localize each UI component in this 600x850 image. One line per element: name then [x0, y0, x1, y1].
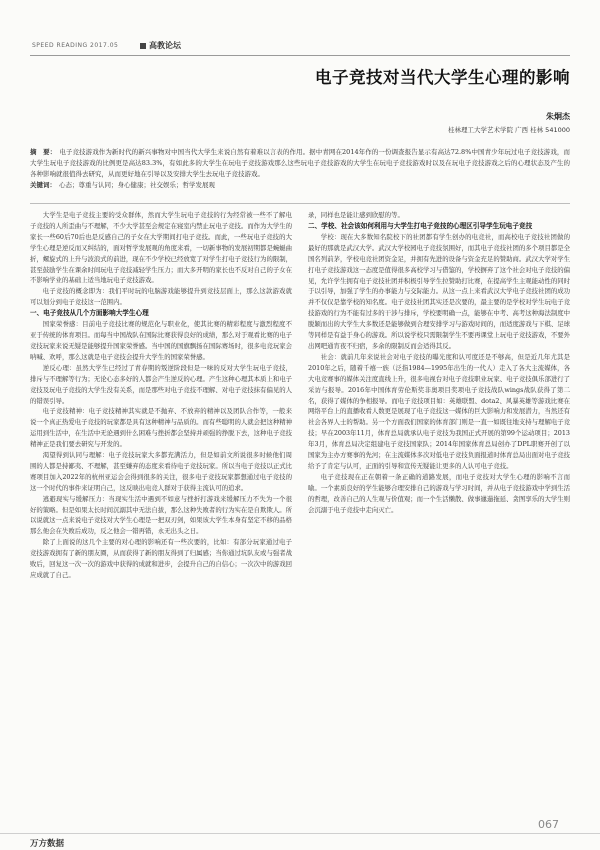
paragraph: 逆反心理：虽然大学生已经过了青春期的叛逆阶段但是一味的反对大学生玩电子竞技，排斥与不理解等行为；无论心态多好的人都会产生逆反的心理。产生这种心理其本质上和电子竞技及玩电子竞技的大学生没有关系，而是那些对电子竞技不理解、对电子竞技抹有偏见的人的错误引导。 [30, 363, 292, 405]
paragraph: 电子竞技现在正在朝着一条正确的道路发展，而电子竞技对大学生心理的影响不言而喻。一个素质良好的学生能够合理安排自己的游戏与学习时间，并从电子竞技游戏中学到生活的哲理，改善自己的人生观与价值观；而一个生活懒散、做事邋遢拖延、贪图享乐的大学生则会沉溺于电子竞技中走向灭亡。 [308, 472, 570, 514]
keywords-label: 关键词： [30, 181, 56, 190]
paragraph: 大学生是电子竞技主要的受众群体，然而大学生玩电子竞技的行为经常被一些不了解电子竞技的人所歪曲与不理解，不少大学甚至会规定在寝室内禁止玩电子竞技。而作为大学生的家长一些60后70后也是反感自己的子女在大学期间打电子竞技。而此，一些玩电子竞技的大学生心理是逆反而又纠结的，面对哲学发展观的角度来看，一切新事物的发展初期都是蜿蜒曲折，螺旋式的上升与波浪式的前进，现在不少学校已经放宽了对学生打电子竞技行为的限制，甚至鼓励学生在课余时间玩电子竞技减轻学生压力；而大多开明的家长也不反对自己的子女在不影响学业的基础上适当地玩电子竞技游戏。 [30, 211, 292, 285]
paragraph: 录，同样也是能让感到欣慰的等。 [308, 211, 404, 219]
column-label: 高教论坛 [149, 41, 181, 50]
abstract-text: 电子竞技游戏作为新时代的新兴事物对中国当代大学生来说自然有着难以言表的作用。据中青网在2014年作的一份调查报告显示有高达72.8%中国青少年玩过电子竞技游戏，而大学生玩电子竞技游戏的比例更是高达83.3%，有如此多的大学生在玩电子竞技游戏那么这些玩电子竞技游戏的大学生在玩电子竞技游戏时以及在玩电子竞技游戏之后的心理状态及产生的各种影响就很值得去研究，从而更好地在引导以及安排大学生去玩电子竞技游戏。 [30, 148, 570, 178]
column-name [140, 40, 181, 51]
body-column-left [30, 210, 292, 800]
page-number: 067 [538, 818, 559, 831]
paragraph: 渴望得到认同与理解：电子竞技玩家大多都充满活力，但是如前文所说很多时候他们周围的人都是持鄙夷、不理解，甚至嫌弃的态度来看待电子竞技玩家。所以当电子竞技以正式比赛项目加入2022年的杭州亚运会会得到很多的关注，很多电子竞技玩家都想通过电子竞技的这一个时代的事件来证明自己，这反映出电竞人群对于获得主流认可的追求。 [30, 451, 292, 492]
section-heading: 二、学校、社会该如何利用与大学生打电子竞技的心理区引导学生玩电子竞技 [308, 221, 533, 230]
footer-rule [0, 833, 600, 834]
author-name: 朱炯杰 [546, 112, 570, 121]
abstract-rule [30, 203, 570, 204]
running-header [30, 42, 570, 56]
paragraph: 电子竞技的概念即为：我们平时玩的电脑游戏能够提升到竞技层面上，那么这款游戏就可以划分到电子竞技这一范围内。 [30, 287, 292, 307]
paragraph: 国家荣誉感：目前电子竞技比赛的规范化与职业化，使其比赛的精彩程度与激烈程度不亚于传统的体育项目。而每当中国战队在国际比赛获得良好的成绩，那么对于观看比赛的电子竞技玩家来说无疑是能够提升国家荣誉感。当中国的国旗飘扬在国际赛场时，很多电竞玩家会呐喊、欢呼，那么这就是电子竞技会提升大学生的国家荣誉感。 [30, 320, 292, 361]
abstract-label: 摘 要： [30, 148, 57, 156]
journal-name: SPEED READING 2017.05 [32, 42, 119, 49]
body-column-right [308, 210, 570, 800]
header-rule [30, 55, 570, 56]
paragraph: 逃避现实与缓解压力：当现实生活中遇到不如意与挫折打游戏来缓解压力不失为一个很好的策略。但是如果太长时间沉溺其中无法自拔，那么这种失败者的行为实在是自欺欺人。所以说就这一点来说电子竞技对大学生心理是一把双刃剑，如果该大学生本身有坚定不移的品格那么他会在失败后成功，反之他会一错再错，永无出头之日。 [30, 494, 292, 536]
keywords [30, 180, 570, 191]
square-icon [140, 43, 146, 49]
paragraph: 电子竞技精神：电子竞技精神其实就是不抛弃、不放弃的精神以及团队合作等，一般来说一个真正热爱电子竞技的玩家都是具有这种精神与品质的。而有些聪明的人就会把这种精神运用到生活中，在生活中无论遇到什么困难与挫折都会坚持并顽强的挣脱下去，这种电子竞技精神正是我们要去研究与开发的。 [30, 407, 292, 449]
paragraph: 除了上面说的这几个主要的对心理的影响还有一些次要的，比如：有部分玩家通过电子竞技游戏拥有了新的朋友圈，从而获得了新的朋友得到了归属感；当你通过坑队友或与强者战败后，回复这一次一次的游戏中获得的成就和进步，会提升自己的自信心；一次次中的游戏回应成就了自己。 [30, 538, 292, 579]
paragraph: 社会：就前几年来说社会对电子竞技的曝光度和认可度还是不够高，但是近几年尤其是2010年之后，随着千禧一族（泛指1984—1995年出生的一代人）走入了各大主流媒体，各大电竞赛事的媒体关注度直线上升，很多电视台对电子竞技职业玩家、电子竞技俱乐部进行了采访与报导。2016年中国体育劳伦斯奖非奥项目奖项电子竞技战队wings战队获得了第二名，获得了媒体的争相报导。而电子竞技项目如：英雄联盟、dota2、风暴英雄等游戏比赛在网络平台上的直播收看人数更是展现了电子竞技这一媒体的巨大影响力和发展潜力，当然还有社会各界人士的帮助。另一个方面我们国家的体育部门则是一直一如既往地支持与理解电子竞技；早在2003年11月，体育总局就承认电子竞技为我国正式开展的第99个运动项目；2013年3月，体育总局决定组建电子竞技国家队；2014年国家体育总局创办了DPL职赛开创了以国家为主办方赛事的先河；在主流媒体多次对低电子竞技负面报道时体育总局出面对电子竞技给予了肯定与认可，正面的引导和宣传无疑能让更多的人认可电子竞技。 [308, 352, 570, 470]
article-title: 电子竞技对当代大学生心理的影响 [315, 68, 570, 87]
abstract-body [30, 147, 570, 179]
paragraph: 学校：现在大多数知名院校下的社团都有学生创办的电竞社，而高校电子竞技社团做的最好的那就是武汉大学。武汉大学校园电子竞技氛围好，而其电子竞技社团的多个项目都是全国名列前茅，学校电竞社团资金足，并拥有先进的设备与资金充足的赞助商。武汉大学对学生打电子竞技游戏这一态度是值得很多高校学习与借鉴的，学校摒弃了这个社会对电子竞技的偏见，允许学生拥有电子竞技社团并积极引导学生拉赞助打比赛，在提高学生主观能动性的同时于以引导，加强了学生的办事能力与交际能力。从这一点上来看武汉大学电子竞技社团的成功并不仅仅是靠学校的知名度。电子竞技社团其实还是次要的，最主要的是学校对学生玩电子竞技游戏的行为不能有过多的干涉与排斥，学校要明确一点，能够在中考、高考这种海法制度中脱颖而出的大学生大多数还是能够做到合理安排学习与游戏时间的，而适度游戏与下棋、足球等同样是有益于身心的游戏。所以说学校只需限制学生不要再课堂上玩电子竞技游戏，不要外出网吧通宵夜不归宿，多余的限制反而会适得其反。 [308, 232, 570, 350]
keywords-text: 心态；尊重与认同；身心健康；社交娱乐；哲学发展观 [59, 181, 215, 190]
author-affiliation: 桂林理工大学艺术学院 广西 桂林 541000 [447, 126, 570, 134]
section-heading: 一、电子竞技从几个方面影响大学生心理 [30, 309, 149, 318]
footer-source: 万方数据 [30, 839, 65, 849]
abstract [30, 147, 570, 191]
